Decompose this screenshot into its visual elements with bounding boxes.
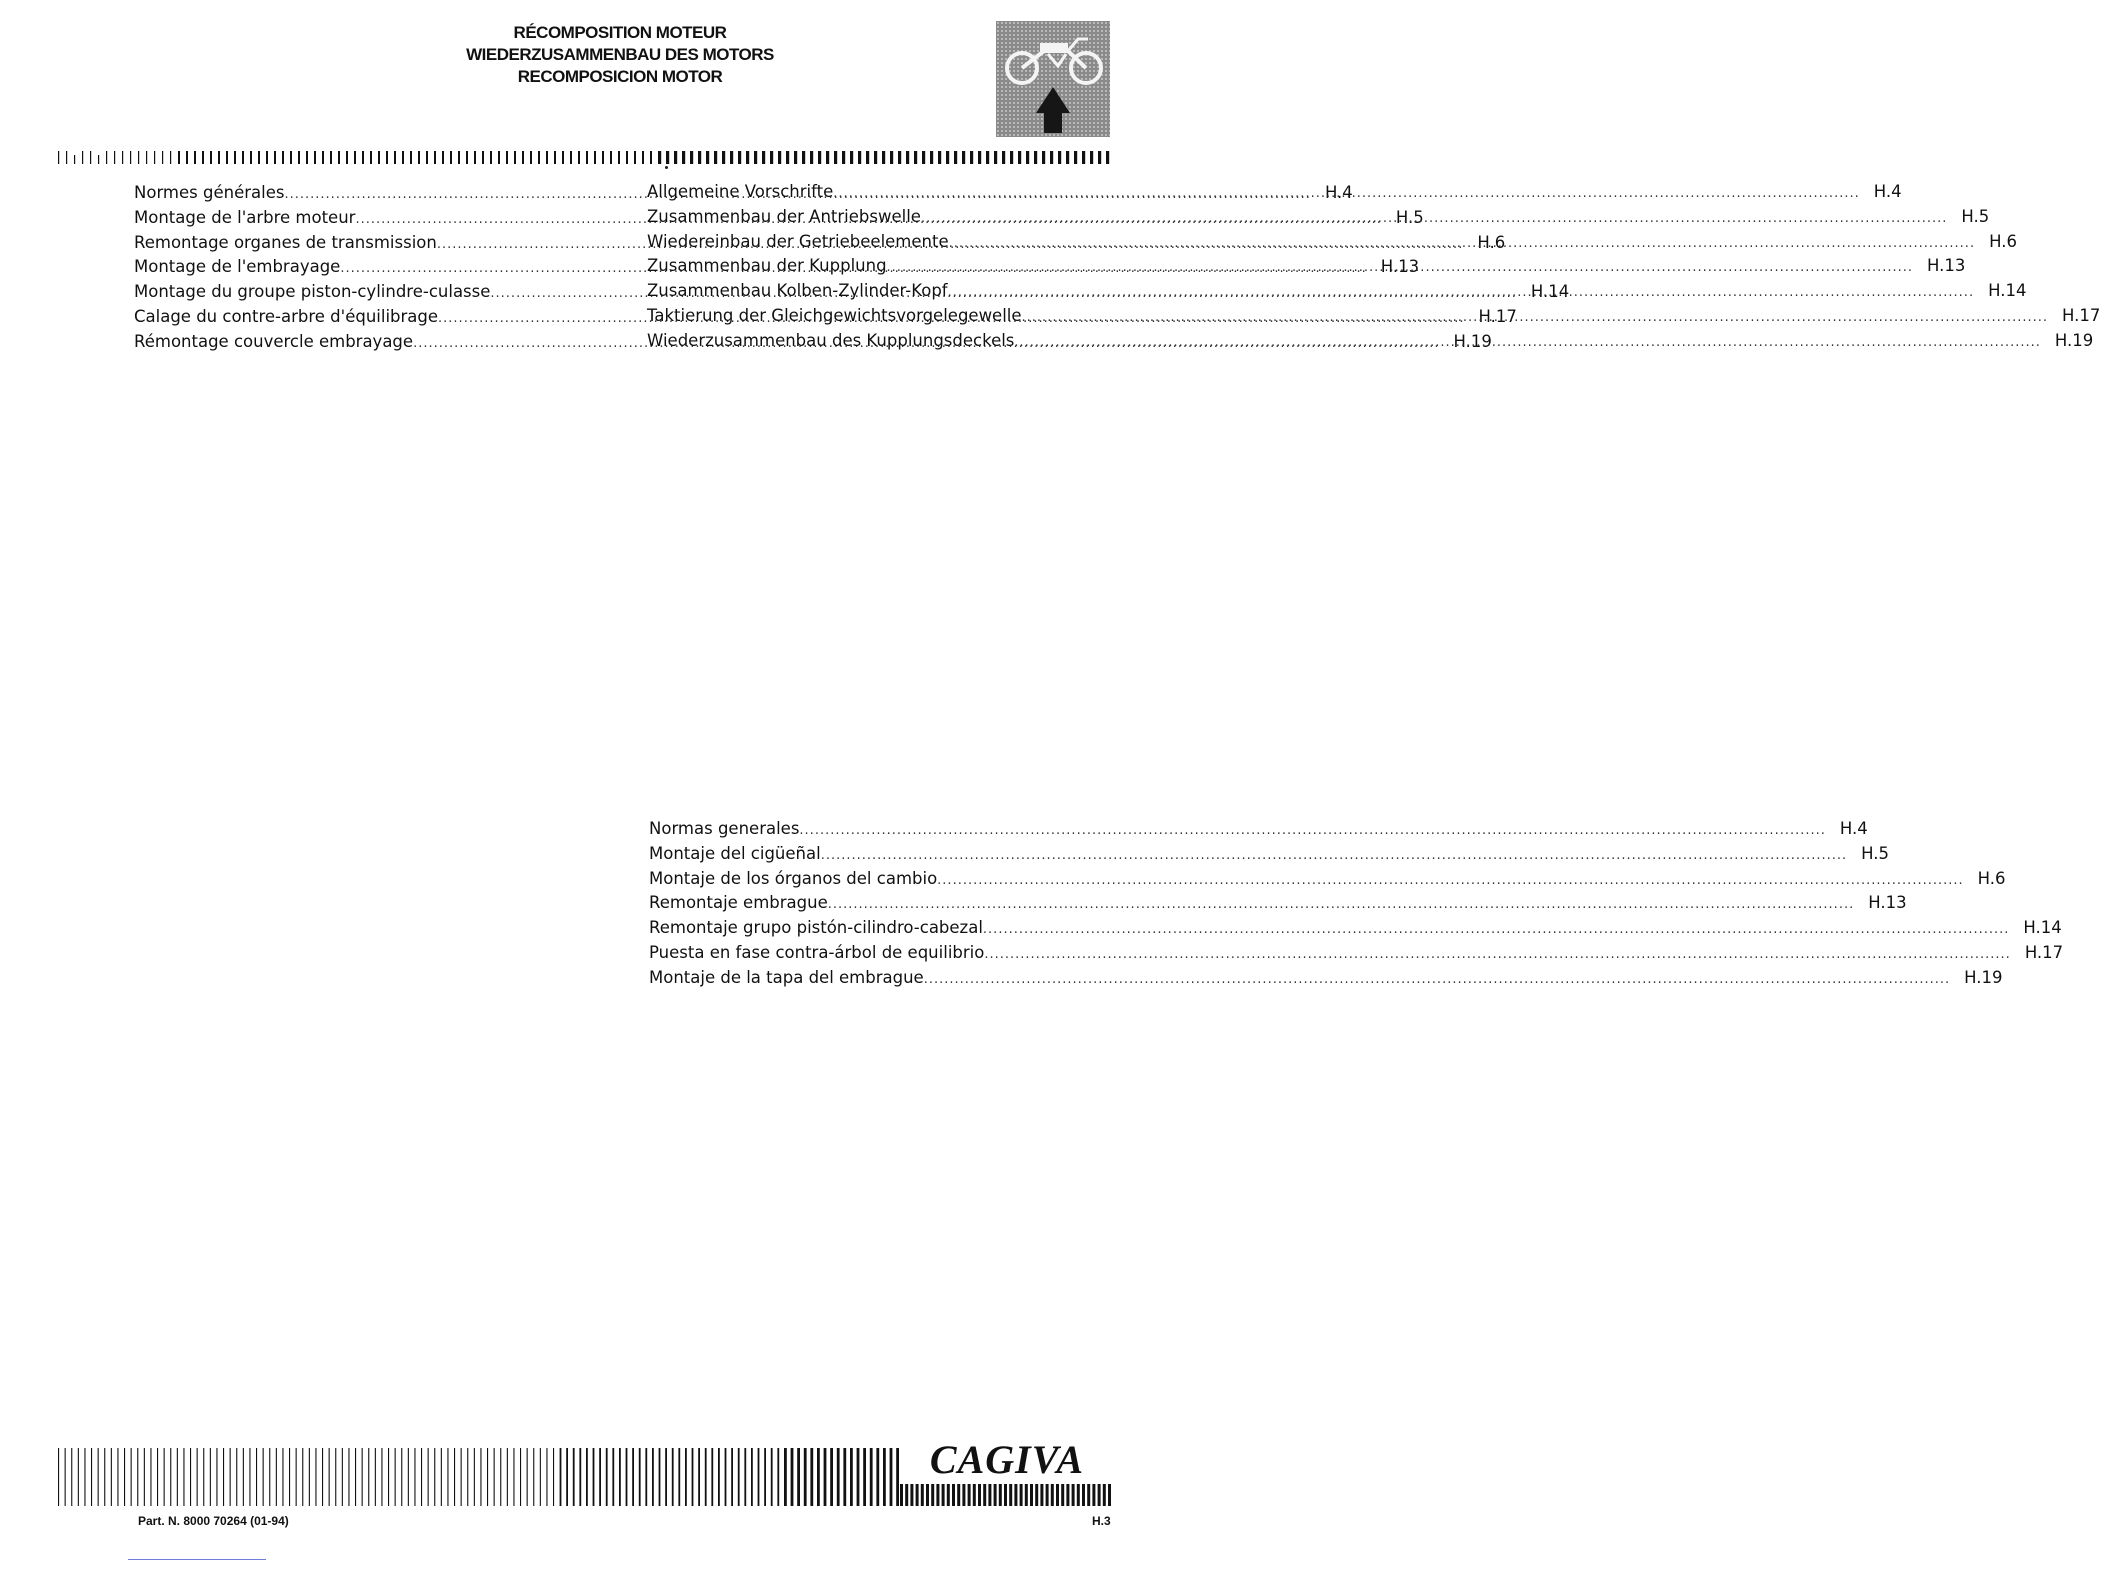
toc-entry-label: Remontaje grupo pistón-cilindro-cabezal [649, 918, 983, 938]
toc-row[interactable] [647, 206, 1990, 231]
toc-page-ref: H.13 [1380, 257, 1420, 277]
toc-entry-label: Zusammenbau der Antriebswelle [647, 206, 921, 226]
toc-leader-dots [1022, 305, 2048, 330]
toc-page-ref: H.6 [1477, 232, 1506, 252]
toc-leader-dots [1014, 330, 2040, 355]
motorcycle-icon [996, 21, 1110, 137]
toc-leader-dots [984, 942, 2010, 967]
toc-row[interactable] [649, 892, 1907, 917]
toc-row[interactable] [647, 231, 2017, 256]
toc-leader-dots [833, 181, 1859, 206]
toc-entry-label: Montaje del cigüeñal [649, 843, 821, 863]
top-barcode-strip [58, 150, 1112, 164]
toc-entry-label: Montage du groupe piston-cylindre-culasse [134, 282, 491, 302]
toc-page-ref: H.13 [1868, 893, 1907, 913]
toc-entry-label: Allgemeine Vorschrifte [647, 182, 834, 201]
toc-row[interactable] [647, 305, 2101, 330]
toc-entry-label: Wiederzusammenbau des Kupplungsdeckels [647, 330, 1015, 350]
logo-bar-strip [900, 1482, 1112, 1506]
toc-leader-dots [948, 280, 1974, 305]
toc-german [647, 181, 2101, 355]
toc-page-ref: H.14 [1988, 281, 2027, 301]
cagiva-logo: CAGIVA [929, 1437, 1085, 1482]
toc-page-ref: H.5 [1961, 206, 1990, 226]
toc-row[interactable] [647, 330, 2094, 355]
toc-entry-label: Zusammenbau Kolben-Zylinder-Kopf [647, 281, 948, 301]
toc-page-ref: H.17 [1478, 306, 1517, 326]
toc-entry-label: Normes générales [134, 183, 285, 202]
title-de: WIEDERZUSAMMENBAU DES MOTORS [466, 45, 774, 64]
section-motorcycle-thumbnail [996, 21, 1110, 137]
toc-row[interactable] [649, 942, 2064, 967]
toc-row[interactable] [647, 280, 2027, 305]
toc-page-ref: H.14 [2023, 918, 2062, 938]
toc-entry-label: Montage de l'embrayage [134, 257, 341, 277]
toc-page-ref: H.19 [1964, 967, 2003, 987]
toc-page-ref: H.17 [2024, 942, 2064, 962]
toc-entry-label: Wiedereinbau der Getriebeelemente [647, 231, 949, 251]
page-titles [370, 22, 870, 88]
toc-page-ref: H.17 [2062, 305, 2101, 325]
bottom-barcode-strip [58, 1446, 898, 1506]
toc-page-ref: H.14 [1530, 282, 1570, 302]
toc-leader-dots [799, 818, 1825, 843]
toc-page-ref: H.13 [1927, 256, 1966, 276]
link-underline [128, 1559, 266, 1560]
title-es: RECOMPOSICION MOTOR [517, 67, 723, 86]
toc-row[interactable] [647, 181, 1902, 206]
toc-row[interactable] [649, 967, 2003, 992]
toc-entry-label: Calage du contre-arbre d'équilibrage [134, 306, 439, 326]
toc-leader-dots [821, 843, 1847, 868]
toc-entry-label: Montaje de los órganos del cambio [649, 868, 938, 888]
toc-page-ref: H.19 [2054, 330, 2094, 350]
toc-entry-label: Puesta en fase contra-árbol de equilibrio [649, 942, 985, 962]
toc-page-ref: H.6 [1989, 231, 2017, 251]
page-number: H.3 [1092, 1514, 1111, 1528]
toc-entry-label: Zusammenbau der Kupplung [647, 256, 887, 276]
divider-dot [665, 166, 668, 169]
toc-row[interactable] [649, 818, 1868, 843]
toc-spanish [649, 818, 2064, 992]
toc-entry-label: Taktierung der Gleichgewichtsvorgelegewelle [647, 305, 1022, 325]
toc-page-ref: H.5 [1861, 843, 1890, 863]
toc-leader-dots [937, 868, 1963, 893]
toc-page-ref: H.4 [1839, 819, 1868, 838]
toc-row[interactable] [649, 843, 1890, 868]
toc-entry-label: Montage de l'arbre moteur [134, 207, 356, 227]
toc-page-ref: H.5 [1395, 207, 1424, 227]
toc-row[interactable] [649, 917, 2062, 942]
toc-leader-dots [921, 206, 1947, 231]
toc-leader-dots [924, 967, 1950, 992]
toc-leader-dots [828, 892, 1854, 917]
toc-leader-dots [887, 255, 1913, 280]
toc-row[interactable] [649, 868, 2006, 893]
toc-page-ref: H.19 [1453, 331, 1492, 351]
toc-entry-label: Remontage organes de transmission [134, 232, 437, 252]
toc-entry-label: Rémontage couvercle embrayage [134, 331, 414, 351]
title-fr: RÉCOMPOSITION MOTEUR [513, 23, 727, 42]
toc-page-ref: H.4 [1324, 183, 1353, 202]
toc-entry-label: Normas generales [649, 819, 800, 838]
toc-page-ref: H.6 [1977, 868, 2006, 888]
toc-page-ref: H.4 [1873, 182, 1902, 201]
part-number: Part. N. 8000 70264 (01-94) [138, 1514, 289, 1528]
toc-entry-label: Remontaje embrague [649, 893, 828, 913]
toc-entry-label: Montaje de la tapa del embrague [649, 967, 924, 987]
toc-leader-dots [949, 231, 1975, 256]
toc-row[interactable] [647, 255, 1966, 280]
toc-leader-dots [983, 917, 2009, 942]
